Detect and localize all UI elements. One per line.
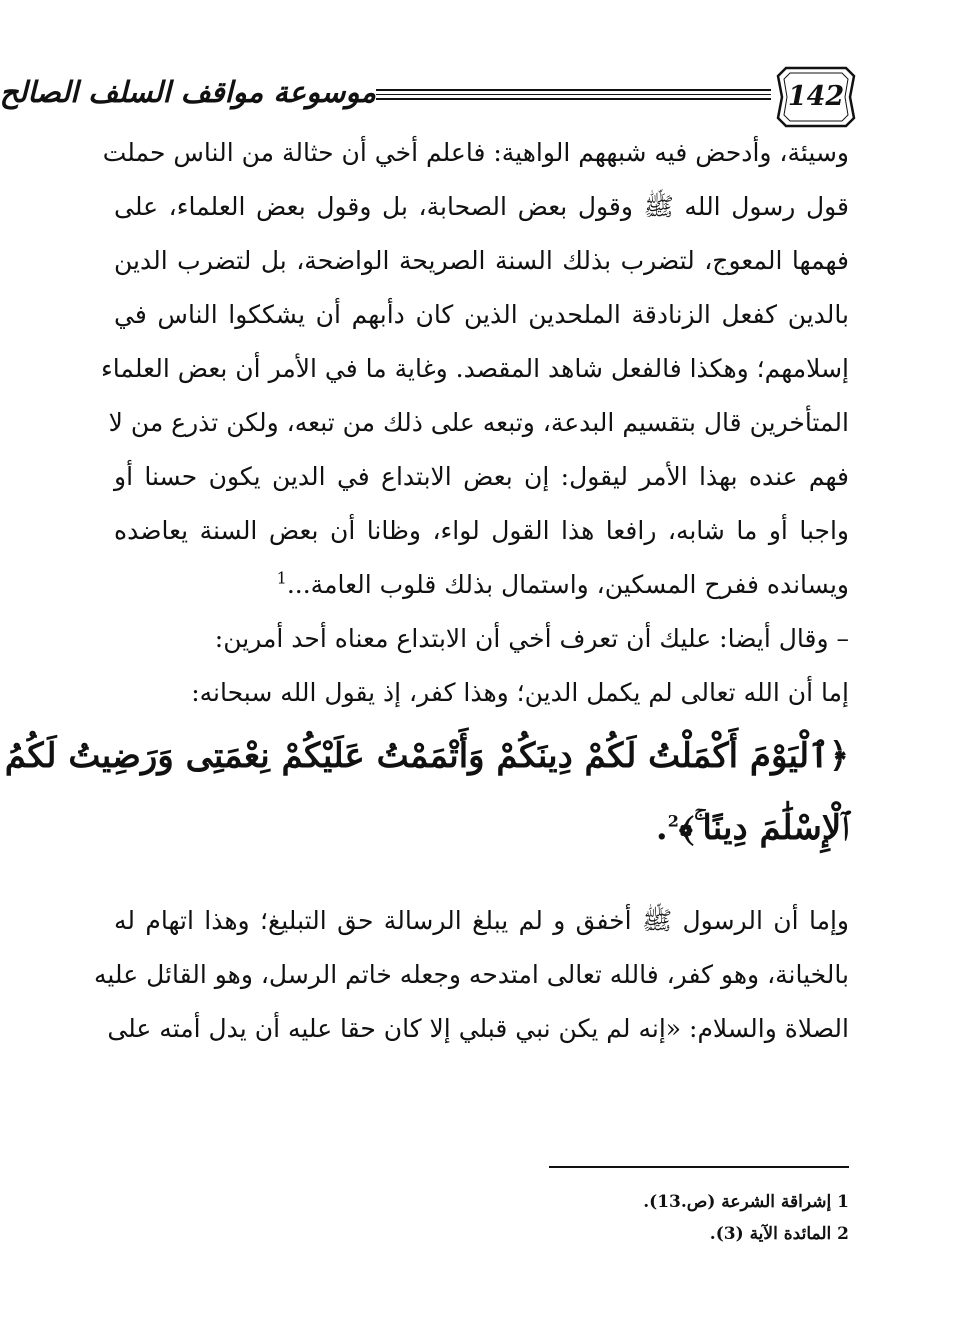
text-line: قول رسول الله ﷺ وقول بعض الصحابة، بل وقول بعض العلماء، على [114,192,849,221]
page-number: 142 [787,81,845,112]
text-line: فهم عنده بهذا الأمر ليقول: إن بعض الابتداع في الدين يكون حسنا أو [114,462,849,491]
footnote-ref: 2 [667,811,679,831]
main-text [4,126,849,1056]
footnote-item: 1 إشراقة الشرعة (ص.13). [643,1192,849,1212]
text-line: المتأخرين قال بتقسيم البدعة، وتبعه على ذلك من تبعه، ولكن تذرع من لا [108,408,849,437]
text-line: وإما أن الرسول ﷺ أخفق و لم يبلغ الرسالة حق التبليغ؛ وهذا اتهام له [114,906,849,935]
text-line: الصلاة والسلام: «إنه لم يكن نبي قبلي إلا كان حقا عليه أن يدل أمته على [107,1014,849,1043]
text-line: إسلامهم؛ وهكذا فالفعل شاهد المقصد. وغاية ما في الأمر أن بعض العلماء [101,354,849,383]
text-line: وسيئة، وأدحض فيه شبههم الواهية: فاعلم أخي أن حثالة من الناس حملت [102,138,849,167]
text-line: بالدين كفعل الزنادقة الملحدين الذين كان دأبهم أن يشككوا الناس في [114,300,849,329]
quote-period: . [655,808,668,848]
text-line-content: ويسانده ففرح المسكين، واستمال بذلك قلوب العامة... [286,570,849,599]
footnote-divider [549,1166,849,1168]
text-line: – وقال أيضا: عليك أن تعرف أخي أن الابتداع معناه أحد أمرين: [214,624,849,653]
text-line: بالخيانة، وهو كفر، فالله تعالى امتدحه وجعله خاتم الرسل، وهو القائل عليه [93,960,849,989]
footnotes [449,1186,849,1250]
text-line: واجبا أو ما شابه، رافعا هذا القول لواء، وظانا أن بعض السنة يعاضده [114,516,849,545]
header-rule [376,89,771,100]
text-line [114,558,849,612]
page-number-badge [774,64,858,130]
quran-quote-end: ٱلْإِسْلَٰمَ دِينًا ۚ﴾ [678,808,849,848]
page-header [0,62,866,132]
footnote-item: 2 المائدة الآية (3). [709,1224,849,1244]
book-title: موسوعة مواقف السلف الصالح [0,75,376,109]
quran-quote-line [114,792,849,864]
paragraph-spacer [114,864,849,894]
quran-quote-line: ﴿ٱلْيَوْمَ أَكْمَلْتُ لَكُمْ دِينَكُمْ وَأَتْمَمْتُ عَلَيْكُمْ نِعْمَتِى وَرَضِيتُ لَكُمُ [4,736,849,776]
footnote-ref: 1 [276,568,287,588]
text-line: إما أن الله تعالى لم يكمل الدين؛ وهذا كفر، إذ يقول الله سبحانه: [191,678,849,707]
text-line: فهمها المعوج، لتضرب بذلك السنة الصريحة الواضحة، بل لتضرب الدين [114,246,849,275]
